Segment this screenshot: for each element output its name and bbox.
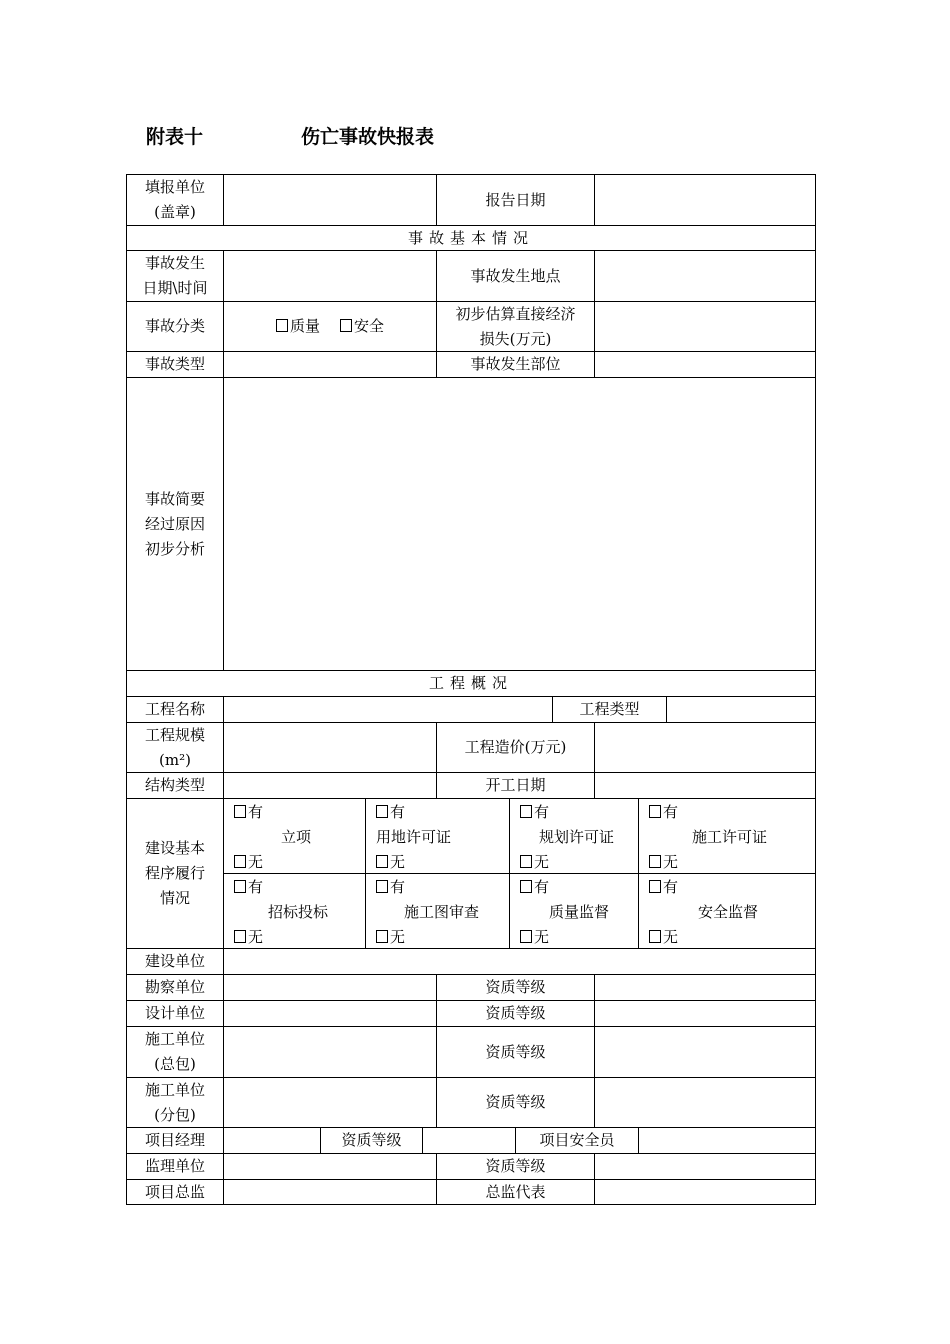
category-text: 事故分类 — [144, 317, 205, 335]
occur-time-line1: 事故发生 — [144, 254, 205, 272]
procedure-item — [365, 798, 510, 874]
procedure-line2: 程序履行 — [144, 864, 205, 882]
occur-time-line2: 日期\时间 — [142, 279, 208, 297]
design-unit-text: 设计单位 — [144, 1004, 205, 1022]
occur-time-field[interactable] — [223, 250, 437, 302]
yes-label: 有 — [248, 878, 264, 896]
checkbox-icon — [520, 880, 532, 893]
procedure-item — [638, 798, 816, 874]
project-manager-field[interactable] — [223, 1127, 321, 1154]
start-date-label — [436, 772, 595, 799]
checkbox-icon — [376, 880, 388, 893]
contractor-sub-label — [126, 1077, 224, 1128]
brief-label — [126, 377, 224, 671]
procedure-item — [365, 873, 510, 949]
yes-label: 有 — [248, 803, 264, 821]
procedure-item-label: 安全监督 — [698, 903, 759, 921]
no-checkbox[interactable] — [376, 850, 405, 875]
manager-qualification-field[interactable] — [422, 1127, 516, 1154]
structure-type-text: 结构类型 — [144, 776, 205, 794]
survey-unit-field[interactable] — [223, 974, 437, 1001]
loss-label — [436, 301, 595, 352]
occur-place-label — [436, 250, 595, 302]
contractor-main-line2: (总包) — [154, 1055, 196, 1073]
checkbox-icon — [276, 319, 288, 332]
accident-type-field[interactable] — [223, 351, 437, 378]
checkbox-icon — [234, 930, 246, 943]
page-title: 伤亡事故快报表 — [301, 126, 435, 148]
loss-field[interactable] — [594, 301, 816, 352]
structure-type-field[interactable] — [223, 772, 437, 799]
yes-checkbox[interactable] — [649, 875, 678, 900]
section-basic-text: 事故基本情况 — [407, 228, 534, 247]
start-date-text: 开工日期 — [485, 776, 546, 794]
reporter-unit-field[interactable] — [223, 174, 437, 226]
brief-line1: 事故简要 — [144, 489, 205, 508]
structure-type-label — [126, 772, 224, 799]
no-checkbox[interactable] — [520, 850, 549, 875]
procedure-item-label: 规划许可证 — [539, 828, 615, 846]
yes-checkbox[interactable] — [376, 800, 405, 825]
supervision-unit-field[interactable] — [223, 1153, 437, 1180]
accident-part-text: 事故发生部位 — [470, 355, 561, 373]
survey-qualification-field[interactable] — [594, 974, 816, 1001]
contractor-sub-line2: (分包) — [154, 1105, 196, 1124]
project-manager-text: 项目经理 — [144, 1131, 205, 1149]
no-label: 无 — [390, 928, 406, 946]
procedure-item-label: 施工许可证 — [692, 828, 768, 846]
section-project-header — [126, 670, 816, 697]
design-unit-field[interactable] — [223, 1000, 437, 1027]
procedure-item-label: 用地许可证 — [376, 828, 452, 846]
no-label: 无 — [534, 853, 550, 871]
checkbox-icon — [376, 930, 388, 943]
contractor-main-label — [126, 1026, 224, 1078]
yes-label: 有 — [663, 878, 679, 896]
project-type-field[interactable] — [666, 696, 816, 723]
loss-line2: 损失(万元) — [479, 329, 552, 348]
yes-label: 有 — [390, 878, 406, 896]
qualification-text: 资质等级 — [485, 1157, 546, 1175]
procedure-item — [509, 798, 639, 874]
report-date-field[interactable] — [594, 174, 816, 226]
safety-officer-label — [515, 1127, 639, 1154]
category-quality-label: 质量 — [289, 317, 320, 335]
appendix-label: 附表十 — [146, 126, 204, 148]
occur-place-field[interactable] — [594, 250, 816, 302]
construction-unit-field[interactable] — [223, 948, 816, 975]
procedure-item — [223, 798, 366, 874]
supervision-qualification-label — [436, 1153, 595, 1180]
project-type-text: 工程类型 — [579, 700, 640, 718]
no-checkbox[interactable] — [376, 925, 405, 950]
survey-unit-label — [126, 974, 224, 1001]
category-safety-checkbox[interactable] — [340, 314, 384, 339]
construction-unit-text: 建设单位 — [144, 952, 205, 970]
no-label: 无 — [390, 853, 406, 871]
no-label: 无 — [663, 853, 679, 871]
contractor-main-qualification-label — [436, 1026, 595, 1078]
qualification-text: 资质等级 — [485, 1042, 546, 1061]
checkbox-icon — [234, 805, 246, 818]
occur-place-text: 事故发生地点 — [470, 266, 561, 285]
yes-checkbox[interactable] — [234, 875, 263, 900]
project-cost-text: 工程造价(万元) — [464, 738, 567, 756]
contractor-sub-line1: 施工单位 — [144, 1080, 205, 1099]
yes-label: 有 — [663, 803, 679, 821]
survey-qualification-label — [436, 974, 595, 1001]
procedure-item-label: 招标投标 — [268, 903, 329, 921]
no-label: 无 — [534, 928, 550, 946]
contractor-sub-field[interactable] — [223, 1077, 437, 1128]
procedure-item-label: 施工图审查 — [404, 903, 480, 921]
contractor-sub-qualification-label — [436, 1077, 595, 1128]
no-checkbox[interactable] — [649, 925, 678, 950]
category-options — [223, 301, 437, 352]
brief-field[interactable] — [223, 377, 816, 671]
checkbox-icon — [376, 805, 388, 818]
accident-part-label — [436, 351, 595, 378]
checkbox-icon — [234, 855, 246, 868]
checkbox-icon — [520, 930, 532, 943]
loss-line1: 初步估算直接经济 — [455, 304, 576, 323]
no-label: 无 — [248, 928, 264, 946]
category-label — [126, 301, 224, 352]
procedure-item-label: 质量监督 — [549, 903, 610, 921]
brief-line2: 经过原因 — [144, 514, 205, 533]
yes-checkbox[interactable] — [520, 800, 549, 825]
project-manager-label — [126, 1127, 224, 1154]
yes-checkbox[interactable] — [649, 800, 678, 825]
procedure-item-label: 立项 — [281, 828, 312, 846]
report-date-label — [436, 174, 595, 226]
section-basic-header — [126, 225, 816, 251]
accident-type-label — [126, 351, 224, 378]
reporter-unit-label-line2: (盖章) — [154, 203, 196, 221]
reporter-unit-label — [126, 174, 224, 226]
construction-unit-label — [126, 948, 224, 975]
occur-time-label — [126, 250, 224, 302]
accident-part-field[interactable] — [594, 351, 816, 378]
reporter-unit-label-line1: 填报单位 — [144, 178, 205, 196]
procedure-item — [509, 873, 639, 949]
project-scale-line2: (m²) — [159, 750, 191, 769]
no-checkbox[interactable] — [520, 925, 549, 950]
supervisor-rep-text: 总监代表 — [485, 1182, 546, 1201]
manager-qualification-label — [320, 1127, 423, 1154]
report-date-text: 报告日期 — [485, 190, 546, 209]
project-cost-label — [436, 722, 595, 773]
contractor-main-qualification-field[interactable] — [594, 1026, 816, 1078]
yes-label: 有 — [534, 803, 550, 821]
checkbox-icon — [649, 930, 661, 943]
yes-label: 有 — [390, 803, 406, 821]
yes-checkbox[interactable] — [234, 800, 263, 825]
checkbox-icon — [376, 855, 388, 868]
qualification-text: 资质等级 — [485, 1093, 546, 1111]
design-unit-label — [126, 1000, 224, 1027]
start-date-field[interactable] — [594, 772, 816, 799]
no-label: 无 — [663, 928, 679, 946]
checkbox-icon — [340, 319, 352, 332]
yes-checkbox[interactable] — [520, 875, 549, 900]
checkbox-icon — [520, 855, 532, 868]
procedure-line1: 建设基本 — [144, 839, 205, 857]
checkbox-icon — [649, 805, 661, 818]
procedure-line3: 情况 — [159, 889, 190, 907]
checkbox-icon — [234, 880, 246, 893]
procedure-label — [126, 798, 224, 949]
qualification-text: 资质等级 — [485, 1004, 546, 1022]
supervision-unit-text: 监理单位 — [144, 1157, 205, 1175]
category-quality-checkbox[interactable] — [276, 314, 320, 339]
section-project-text: 工程概况 — [428, 674, 513, 692]
yes-checkbox[interactable] — [376, 875, 405, 900]
supervisor-rep-label — [436, 1179, 595, 1205]
contractor-sub-qualification-field[interactable] — [594, 1077, 816, 1128]
no-label: 无 — [248, 853, 264, 871]
project-cost-field[interactable] — [594, 722, 816, 773]
no-checkbox[interactable] — [234, 850, 263, 875]
checkbox-icon — [649, 880, 661, 893]
chief-supervisor-text: 项目总监 — [144, 1182, 205, 1201]
project-name-field[interactable] — [223, 696, 553, 723]
project-scale-label — [126, 722, 224, 773]
supervisor-rep-field[interactable] — [594, 1179, 816, 1205]
supervision-unit-label — [126, 1153, 224, 1180]
project-scale-line1: 工程规模 — [144, 725, 205, 744]
accident-type-text: 事故类型 — [144, 355, 205, 373]
contractor-main-field[interactable] — [223, 1026, 437, 1078]
category-safety-label: 安全 — [354, 317, 385, 335]
checkbox-icon — [649, 855, 661, 868]
project-scale-field[interactable] — [223, 722, 437, 773]
chief-supervisor-field[interactable] — [223, 1179, 437, 1205]
project-type-label — [552, 696, 667, 723]
qualification-text: 资质等级 — [341, 1131, 402, 1149]
design-qualification-label — [436, 1000, 595, 1027]
yes-label: 有 — [534, 878, 550, 896]
project-name-label — [126, 696, 224, 723]
page-title-row — [146, 122, 435, 149]
contractor-main-line1: 施工单位 — [144, 1030, 205, 1048]
procedure-item — [223, 873, 366, 949]
brief-line3: 初步分析 — [144, 539, 205, 558]
safety-officer-text: 项目安全员 — [539, 1131, 615, 1149]
supervision-qualification-field[interactable] — [594, 1153, 816, 1180]
checkbox-icon — [520, 805, 532, 818]
safety-officer-field[interactable] — [638, 1127, 816, 1154]
no-checkbox[interactable] — [649, 850, 678, 875]
chief-supervisor-label — [126, 1179, 224, 1205]
no-checkbox[interactable] — [234, 925, 263, 950]
design-qualification-field[interactable] — [594, 1000, 816, 1027]
qualification-text: 资质等级 — [485, 978, 546, 996]
survey-unit-text: 勘察单位 — [144, 978, 205, 996]
project-name-text: 工程名称 — [144, 700, 205, 718]
procedure-item — [638, 873, 816, 949]
